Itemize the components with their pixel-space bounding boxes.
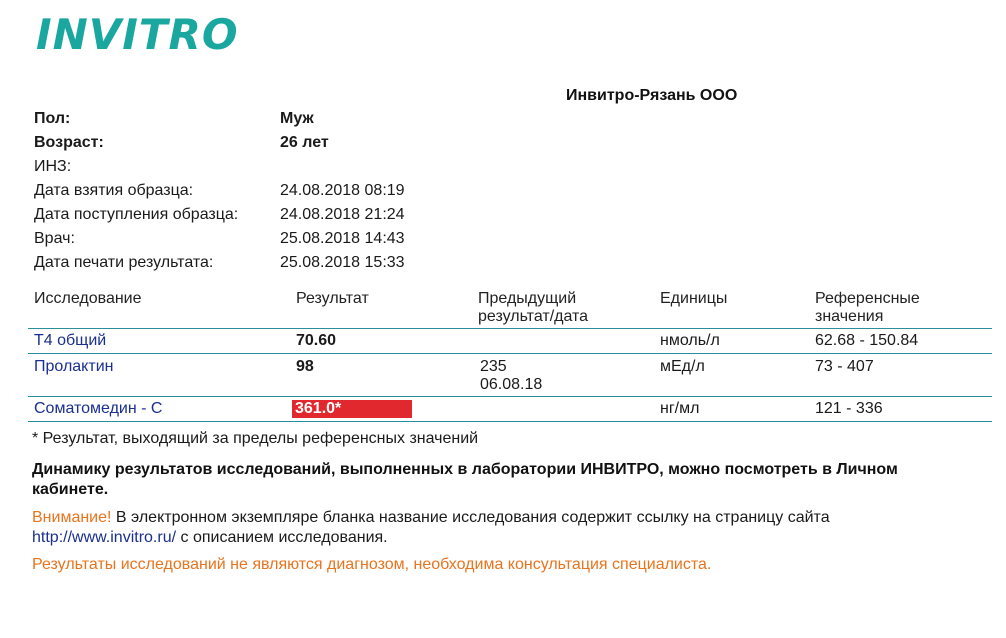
lab-name: Инвитро-Рязань ООО bbox=[566, 87, 738, 104]
footnote: * Результат, выходящий за пределы референсных значений bbox=[32, 430, 479, 447]
print-date-value: 25.08.2018 15:33 bbox=[280, 254, 405, 271]
age-label: Возраст: bbox=[34, 134, 104, 151]
doctor-label: Врач: bbox=[34, 230, 75, 247]
invitro-site-link[interactable]: http://www.invitro.ru/ bbox=[32, 529, 177, 546]
units-value: нмоль/л bbox=[660, 332, 720, 349]
warning-notice bbox=[32, 508, 972, 548]
header-reference-line1: Референсные bbox=[815, 290, 920, 307]
sample-received-value: 24.08.2018 21:24 bbox=[280, 206, 405, 223]
test-link-prolactin[interactable]: Пролактин bbox=[34, 358, 114, 375]
sample-taken-value: 24.08.2018 08:19 bbox=[280, 182, 405, 199]
header-units: Единицы bbox=[660, 290, 728, 307]
header-previous-line2: результат/дата bbox=[478, 308, 589, 325]
header-test: Исследование bbox=[34, 290, 142, 307]
test-link-t4[interactable]: Т4 общий bbox=[34, 332, 107, 349]
sample-received-label: Дата поступления образца: bbox=[34, 206, 239, 223]
header-reference-line2: значения bbox=[815, 308, 884, 325]
sample-taken-label: Дата взятия образца: bbox=[34, 182, 194, 199]
table-divider bbox=[28, 396, 992, 397]
header-reference bbox=[815, 290, 920, 326]
result-value-out-of-range: 361.0* bbox=[292, 400, 412, 418]
table-divider bbox=[28, 421, 992, 422]
reference-value: 121 - 336 bbox=[815, 400, 883, 417]
age-value: 26 лет bbox=[280, 134, 329, 151]
warning-text-after: с описанием исследования. bbox=[176, 529, 388, 546]
invitro-logo: INVITRO bbox=[36, 10, 239, 59]
reference-value: 73 - 407 bbox=[815, 358, 874, 375]
previous-date: 06.08.18 bbox=[480, 376, 543, 393]
doctor-value: 25.08.2018 14:43 bbox=[280, 230, 405, 247]
warning-label: Внимание! bbox=[32, 509, 112, 526]
previous-value: 235 bbox=[480, 358, 507, 375]
warning-text: В электронном экземпляре бланка название исследования содержит ссылку на страницу сайта bbox=[111, 509, 830, 526]
result-value: 98 bbox=[296, 358, 314, 375]
header-previous-line1: Предыдущий bbox=[478, 290, 577, 307]
sex-label: Пол: bbox=[34, 110, 71, 127]
header-previous bbox=[478, 290, 588, 326]
header-result: Результат bbox=[296, 290, 369, 307]
print-date-label: Дата печати результата: bbox=[34, 254, 214, 271]
reference-value: 62.68 - 150.84 bbox=[815, 332, 919, 349]
units-value: мЕд/л bbox=[660, 358, 705, 375]
disclaimer: Результаты исследований не являются диагнозом, необходима консультация специалиста. bbox=[32, 556, 712, 573]
units-value: нг/мл bbox=[660, 400, 700, 417]
table-divider bbox=[28, 353, 992, 354]
sex-value: Муж bbox=[280, 110, 314, 127]
dynamics-notice: Динамику результатов исследований, выполненных в лаборатории ИНВИТРО, можно посмотреть в Личном кабинете. bbox=[32, 461, 898, 498]
inz-label: ИНЗ: bbox=[34, 158, 72, 175]
table-divider bbox=[28, 328, 992, 329]
test-link-somatomedin[interactable]: Соматомедин - С bbox=[34, 400, 163, 417]
result-value: 70.60 bbox=[296, 332, 337, 349]
